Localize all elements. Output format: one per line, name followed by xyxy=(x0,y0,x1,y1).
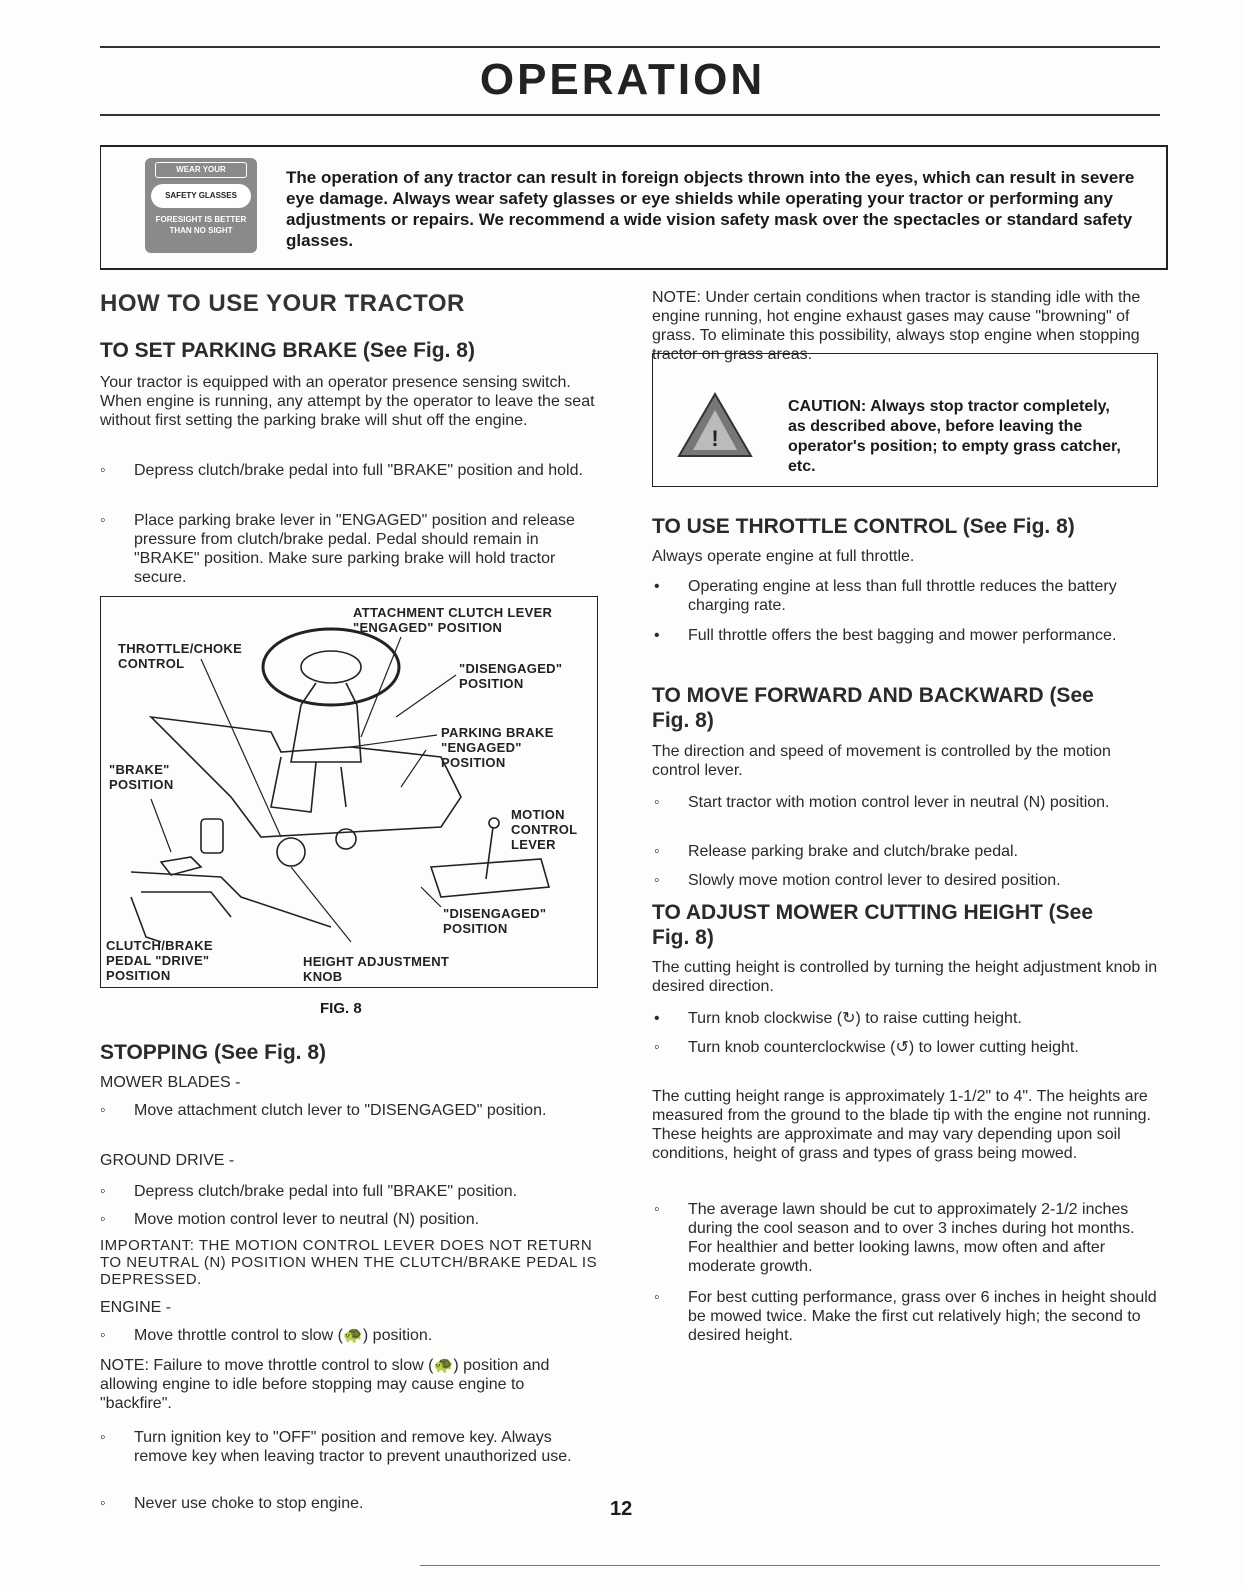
key-bullet-text: Turn ignition key to "OFF" position and remove key. Always remove key when leaving tractor to prevent unauthorized use. xyxy=(134,1429,572,1465)
exhaust-note: NOTE: Under certain conditions when tractor is standing idle with the engine running, hot engine exhaust gases may cause "browning" of grass. To eliminate this possibility, always stop engine when stopping tractor on grass areas. xyxy=(652,289,1141,363)
heading-forward-backward: TO MOVE FORWARD AND BACKWARD (See Fig. 8) xyxy=(652,684,1094,732)
heading-throttle: TO USE THROTTLE CONTROL (See Fig. 8) xyxy=(652,515,1075,538)
engine-bullet xyxy=(100,1326,598,1345)
bullet-dot: ◦ xyxy=(654,843,660,860)
ground-bullet-2-text: Move motion control lever to neutral (N) position. xyxy=(134,1211,480,1228)
forward-intro: The direction and speed of movement is controlled by the motion control lever. xyxy=(652,743,1111,779)
label-throttle-choke: THROTTLE/CHOKE CONTROL xyxy=(118,641,243,671)
important-note: IMPORTANT: THE MOTION CONTROL LEVER DOES NOT RETURN TO NEUTRAL (N) POSITION WHEN THE CLUTCH/BRAKE PEDAL IS DEPRESSED. xyxy=(100,1237,598,1288)
parking-bullet-1 xyxy=(100,461,598,480)
title-rule xyxy=(100,114,1160,116)
mower-bullet xyxy=(100,1101,598,1120)
badge-line-1: WEAR YOUR xyxy=(155,162,247,178)
forward-bullet-2-text: Release parking brake and clutch/brake pedal. xyxy=(688,843,1018,860)
caution-box xyxy=(652,353,1158,487)
bullet-dot: • xyxy=(654,1010,660,1027)
bullet-dot: ◦ xyxy=(654,1289,660,1306)
forward-bullet-1 xyxy=(654,793,1158,812)
safety-warning-box xyxy=(100,145,1168,270)
bullet-dot: ◦ xyxy=(100,1102,106,1119)
label-height-adjustment: HEIGHT ADJUSTMENT KNOB xyxy=(303,954,450,984)
section-heading-how-to-use: HOW TO USE YOUR TRACTOR xyxy=(100,290,465,317)
mower-bullet-text: Move attachment clutch lever to "DISENGAGED" position. xyxy=(134,1102,547,1119)
caution-text: CAUTION: Always stop tractor completely, as described above, before leaving the operator's position; to empty grass catcher, etc. xyxy=(788,398,1121,475)
badge-line-3: FORESIGHT IS BETTER THAN NO SIGHT xyxy=(155,215,247,235)
figure-8 xyxy=(100,596,598,988)
forward-bullet-3 xyxy=(654,871,1158,890)
height-bullet-2-text: Turn knob counterclockwise (↺) to lower cutting height. xyxy=(688,1039,1079,1056)
warning-triangle-icon xyxy=(675,390,755,460)
bottom-rule xyxy=(420,1565,1160,1566)
height-bullet-1 xyxy=(654,1009,1158,1028)
label-disengaged-top: "DISENGAGED" POSITION xyxy=(459,661,563,691)
throttle-bullet-2 xyxy=(654,626,1158,645)
ground-bullet-1-text: Depress clutch/brake pedal into full "BRAKE" position. xyxy=(134,1183,518,1200)
choke-bullet xyxy=(100,1494,598,1513)
label-clutch-brake-pedal: CLUTCH/BRAKE PEDAL "DRIVE" POSITION xyxy=(106,938,213,983)
key-bullet xyxy=(100,1428,598,1466)
choke-bullet-text: Never use choke to stop engine. xyxy=(134,1495,364,1512)
page-number: 12 xyxy=(610,1498,633,1520)
height-bullet-2 xyxy=(654,1038,1158,1057)
height-bullet-3-text: The average lawn should be cut to approximately 2-1/2 inches during the cool season and to over 3 inches during hot months. For healthier and better looking lawns, mow often and after moderate growth. xyxy=(688,1201,1135,1275)
bullet-dot: ◦ xyxy=(100,1183,106,1200)
label-motion-control: MOTION CONTROL LEVER xyxy=(511,807,578,852)
bullet-dot: ◦ xyxy=(654,1201,660,1218)
label-brake-position: "BRAKE" POSITION xyxy=(109,762,174,792)
bullet-dot: ◦ xyxy=(654,794,660,811)
height-intro: The cutting height is controlled by turning the height adjustment knob in desired direction. xyxy=(652,959,1158,995)
ground-drive-label: GROUND DRIVE - xyxy=(100,1152,235,1169)
engine-label: ENGINE - xyxy=(100,1299,172,1316)
top-rule xyxy=(100,46,1160,48)
safety-warning-text: The operation of any tractor can result in foreign objects thrown into the eyes, which can result in severe eye damage. Always wear safety glasses or eye shields while operating your tractor or performing any adjustments or repairs. We recommend a wide vision safety mask over the spectacles or standard safety glasses. xyxy=(286,168,1135,250)
label-disengaged-bottom: "DISENGAGED" POSITION xyxy=(443,906,547,936)
bullet-dot: ◦ xyxy=(100,1327,106,1344)
throttle-bullet-2-text: Full throttle offers the best bagging and mower performance. xyxy=(688,627,1117,644)
bullet-dot: ◦ xyxy=(100,512,106,529)
forward-bullet-1-text: Start tractor with motion control lever in neutral (N) position. xyxy=(688,794,1110,811)
height-bullet-1-text: Turn knob clockwise (↻) to raise cutting height. xyxy=(688,1010,1022,1027)
bullet-dot: ◦ xyxy=(100,462,106,479)
forward-bullet-3-text: Slowly move motion control lever to desired position. xyxy=(688,872,1061,889)
bullet-dot: ◦ xyxy=(100,1211,106,1228)
label-attachment-clutch: ATTACHMENT CLUTCH LEVER "ENGAGED" POSITION xyxy=(353,605,553,635)
height-bullet-4 xyxy=(654,1288,1158,1345)
bullet-dot: ◦ xyxy=(654,1039,660,1056)
bullet-dot: ◦ xyxy=(654,872,660,889)
badge-line-2: SAFETY GLASSES xyxy=(151,184,251,208)
parking-intro: Your tractor is equipped with an operator presence sensing switch. When engine is running, any attempt by the operator to leave the seat without first setting the parking brake will shut off the engine. xyxy=(100,374,595,429)
mower-blades-label: MOWER BLADES - xyxy=(100,1074,241,1091)
ground-bullet-1 xyxy=(100,1182,598,1201)
parking-bullet-2-text: Place parking brake lever in "ENGAGED" position and release pressure from clutch/brake pedal. Pedal should remain in "BRAKE" position. Make sure parking brake will hold tractor secure. xyxy=(134,512,575,586)
ground-bullet-2 xyxy=(100,1210,598,1229)
throttle-intro: Always operate engine at full throttle. xyxy=(652,548,915,565)
forward-bullet-2 xyxy=(654,842,1158,861)
parking-bullet-1-text: Depress clutch/brake pedal into full "BRAKE" position and hold. xyxy=(134,462,583,479)
height-bullet-4-text: For best cutting performance, grass over 6 inches in height should be mowed twice. Make the first cut relatively high; the second to desired height. xyxy=(688,1289,1157,1344)
height-bullet-3 xyxy=(654,1200,1158,1276)
svg-text:!: ! xyxy=(711,426,719,451)
parking-bullet-2 xyxy=(100,511,598,587)
figure-caption: FIG. 8 xyxy=(320,1000,362,1017)
safety-glasses-badge-icon xyxy=(145,158,257,253)
bullet-dot: • xyxy=(654,627,660,644)
label-parking-brake: PARKING BRAKE "ENGAGED" POSITION xyxy=(441,725,554,770)
heading-stopping: STOPPING (See Fig. 8) xyxy=(100,1041,326,1064)
bullet-dot: ◦ xyxy=(100,1495,106,1512)
engine-bullet-text: Move throttle control to slow (🐢) position. xyxy=(134,1327,433,1344)
bullet-dot: ◦ xyxy=(100,1429,106,1446)
heading-parking-brake: TO SET PARKING BRAKE (See Fig. 8) xyxy=(100,339,475,362)
backfire-note: NOTE: Failure to move throttle control to slow (🐢) position and allowing engine to idle before stopping may cause engine to "backfire". xyxy=(100,1357,550,1412)
height-range: The cutting height range is approximately 1-1/2" to 4". The heights are measured from the ground to the blade tip with the engine not running. These heights are approximate and may vary depending upon soil conditions, height of grass and types of grass being mowed. xyxy=(652,1088,1151,1162)
heading-cutting-height: TO ADJUST MOWER CUTTING HEIGHT (See Fig. 8) xyxy=(652,901,1094,949)
bullet-dot: • xyxy=(654,578,660,595)
page-title: OPERATION xyxy=(479,55,766,104)
throttle-bullet-1-text: Operating engine at less than full throttle reduces the battery charging rate. xyxy=(688,578,1117,614)
throttle-bullet-1 xyxy=(654,577,1158,615)
